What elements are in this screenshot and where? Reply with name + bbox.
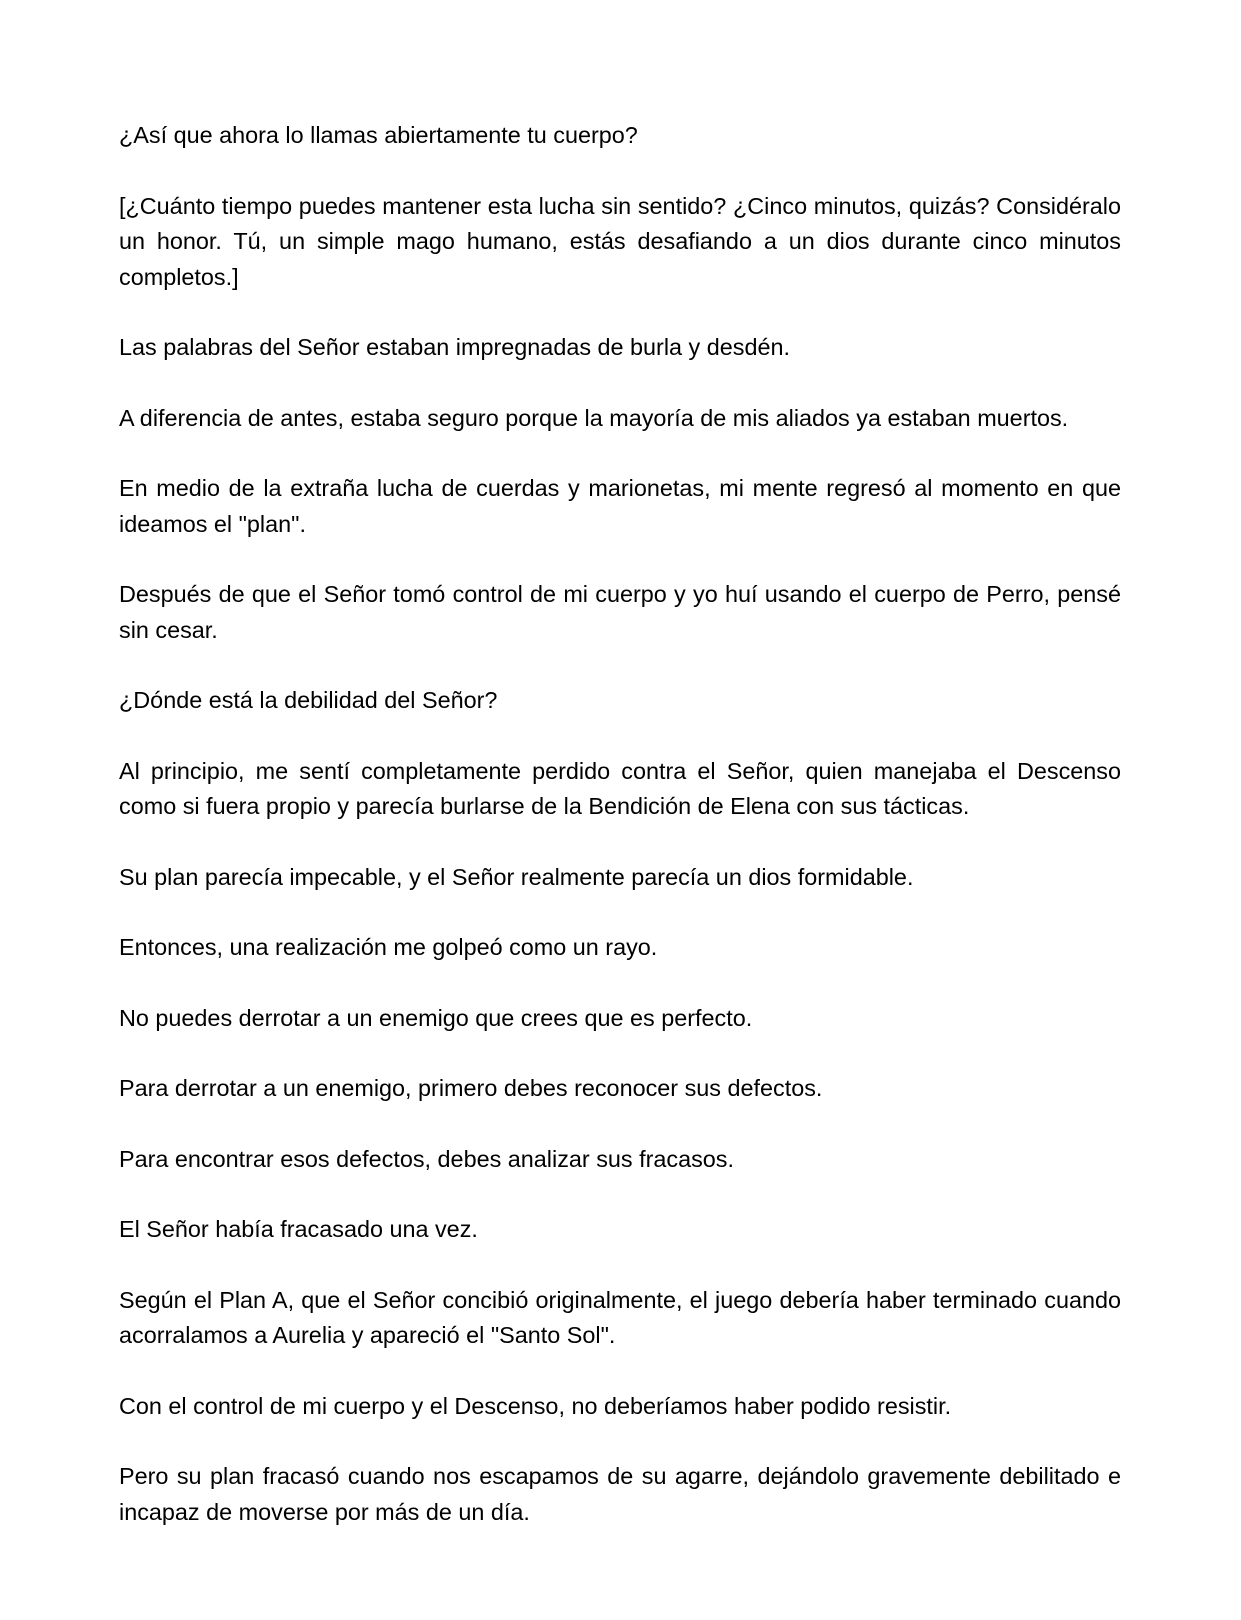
- paragraph-12: Para derrotar a un enemigo, primero debes reconocer sus defectos.: [119, 1075, 823, 1101]
- paragraph-15: Según el Plan A, que el Señor concibió originalmente, el juego debería haber terminado cuando acorralamos a Aurelia y apareció el "Santo Sol".: [119, 1286, 1121, 1348]
- paragraph-1: ¿Así que ahora lo llamas abiertamente tu cuerpo?: [119, 122, 638, 148]
- paragraph-9: Su plan parecía impecable, y el Señor realmente parecía un dios formidable.: [119, 863, 914, 890]
- paragraph-6: Después de que el Señor tomó control de mi cuerpo y yo huí usando el cuerpo de Perro, pensé sin cesar.: [119, 581, 1121, 643]
- paragraph-13: Para encontrar esos defectos, debes analizar sus fracasos.: [119, 1145, 734, 1172]
- paragraph-7: ¿Dónde está la debilidad del Señor?: [119, 687, 498, 713]
- paragraph-4: A diferencia de antes, estaba seguro porque la mayoría de mis aliados ya estaban muertos.: [119, 404, 1069, 431]
- paragraph-16: Con el control de mi cuerpo y el Descenso, no deberíamos haber podido resistir.: [119, 1392, 952, 1419]
- paragraph-3: Las palabras del Señor estaban impregnadas de burla y desdén.: [119, 334, 790, 360]
- paragraph-14: El Señor había fracasado una vez.: [119, 1216, 478, 1242]
- paragraph-8: Al principio, me sentí completamente perdido contra el Señor, quien manejaba el Descenso como si fuera propio y parecía burlarse de la Bendición de Elena con sus tácticas.: [119, 757, 1121, 819]
- paragraph-17: Pero su plan fracasó cuando nos escapamos de su agarre, dejándolo gravemente debilitado e incapaz de moverse por más de un día.: [119, 1463, 1121, 1525]
- document-page: [119, 118, 1121, 1530]
- paragraph-2: [¿Cuánto tiempo puedes mantener esta lucha sin sentido? ¿Cinco minutos, quizás? Considéralo un honor. Tú, un simple mago humano, estás desafiando a un dios durante cinco minutos completos.]: [119, 192, 1121, 290]
- paragraph-11: No puedes derrotar a un enemigo que crees que es perfecto.: [119, 1004, 753, 1031]
- paragraph-10: Entonces, una realización me golpeó como un rayo.: [119, 934, 658, 960]
- paragraph-5: En medio de la extraña lucha de cuerdas y marionetas, mi mente regresó al momento en que ideamos el "plan".: [119, 475, 1121, 537]
